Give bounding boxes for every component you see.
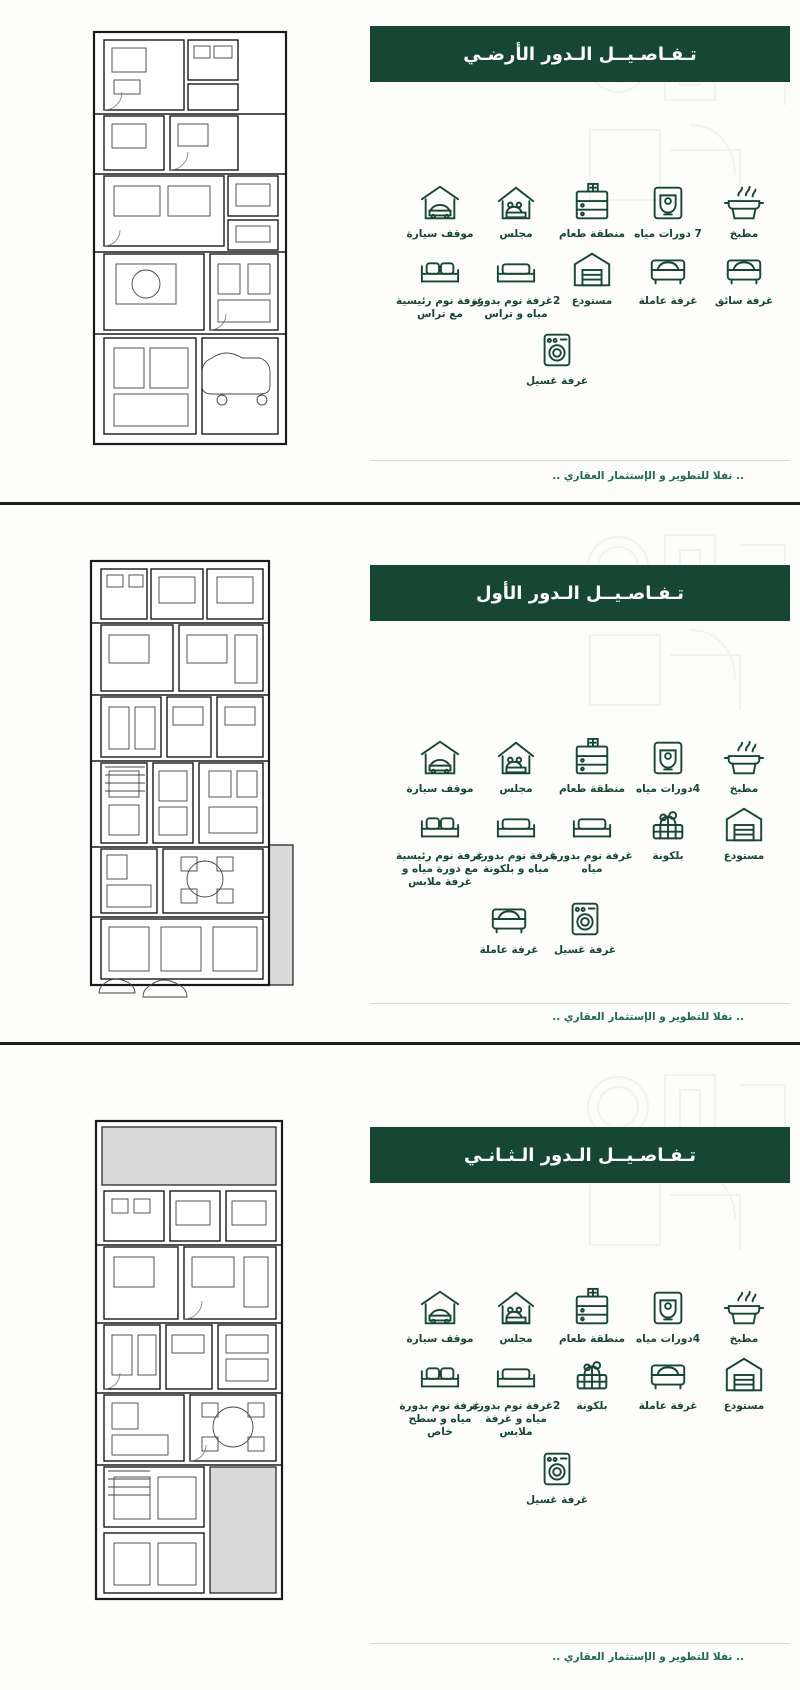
balcony-icon xyxy=(566,1352,618,1398)
feature-label: بلكونة xyxy=(652,850,684,863)
feature-label: غرفة غسيل xyxy=(525,1493,589,1506)
majlis-house-icon xyxy=(490,1285,542,1331)
bed-icon xyxy=(490,1352,542,1398)
washing-machine-icon xyxy=(531,1446,583,1492)
feature-item xyxy=(471,1352,561,1439)
floorplan-first xyxy=(85,555,300,1015)
balcony-icon xyxy=(642,802,694,848)
features-row xyxy=(352,1285,782,1346)
storage-icon xyxy=(718,802,770,848)
feature-item xyxy=(471,896,547,957)
dining-area-icon xyxy=(566,735,618,781)
feature-label: مطبخ xyxy=(729,228,759,240)
majlis-house-icon xyxy=(490,735,542,781)
features-grid-first xyxy=(352,735,782,963)
maid-room-sofa-icon xyxy=(642,247,694,293)
feature-item xyxy=(630,1352,706,1413)
feature-item xyxy=(395,247,485,321)
feature-item xyxy=(630,735,706,796)
dining-area-icon xyxy=(566,180,618,226)
feature-item xyxy=(478,180,554,241)
feature-label: موقف سيارة xyxy=(406,228,474,240)
feature-label: غرفة نوم بدورة مياه و بلكونة xyxy=(475,850,557,876)
toilet-icon xyxy=(642,735,694,781)
footer-note-ground: .. نفلا للتطوير و الإستثمار العقاري .. xyxy=(552,470,744,482)
feature-label: مطبخ xyxy=(729,1333,759,1345)
driver-room-sofa-icon xyxy=(718,247,770,293)
features-grid-ground xyxy=(352,180,782,395)
feature-label: غرفة غسيل xyxy=(525,375,589,388)
feature-label: غرفة نوم رئيسية مع تراس xyxy=(395,295,485,321)
floorplan-second xyxy=(90,1115,300,1605)
feature-label: غرفة عاملة xyxy=(638,295,698,308)
features-row xyxy=(352,896,782,957)
feature-label: غرفة غسيل xyxy=(553,943,617,956)
divider xyxy=(370,1643,790,1644)
kitchen-pot-icon xyxy=(718,180,770,226)
car-parking-icon xyxy=(414,735,466,781)
car-parking-icon xyxy=(414,180,466,226)
feature-item xyxy=(706,735,782,796)
feature-item xyxy=(395,802,485,889)
feature-item xyxy=(630,247,706,308)
features-row xyxy=(352,735,782,796)
feature-item xyxy=(471,247,561,321)
features-row xyxy=(352,247,782,321)
feature-label: منطقة طعام xyxy=(558,1333,626,1345)
panel-title-ground: تـفـاصـيــل الـدور الأرضـي xyxy=(370,26,790,82)
feature-item xyxy=(402,180,478,241)
panel-title-second: تـفـاصـيــل الـدور الـثـانـي xyxy=(370,1127,790,1183)
feature-item xyxy=(547,896,623,957)
master-bed-icon xyxy=(414,247,466,293)
feature-item xyxy=(630,180,706,241)
washing-machine-icon xyxy=(531,327,583,373)
feature-item xyxy=(475,802,557,876)
master-bed-icon xyxy=(414,802,466,848)
feature-label: مجلس xyxy=(499,1333,533,1345)
toilet-icon xyxy=(642,180,694,226)
footer-note-first: .. نفلا للتطوير و الإستثمار العقاري .. xyxy=(552,1011,744,1023)
storage-icon xyxy=(718,1352,770,1398)
features-row xyxy=(352,327,782,388)
toilet-icon xyxy=(642,1285,694,1331)
feature-label: 4دورات مياه xyxy=(635,783,700,795)
feature-label: بلكونة xyxy=(576,1400,608,1413)
feature-item xyxy=(706,1285,782,1346)
bed-icon xyxy=(566,802,618,848)
feature-label: 7 دورات مياه xyxy=(634,228,702,240)
divider xyxy=(370,1003,790,1004)
feature-label: مستودع xyxy=(571,295,613,308)
features-row xyxy=(352,802,782,889)
feature-item xyxy=(519,1446,595,1507)
feature-item xyxy=(554,735,630,796)
panel-first-floor xyxy=(0,505,800,1045)
features-row xyxy=(352,1352,782,1439)
feature-item xyxy=(554,1352,630,1413)
feature-label: منطقة طعام xyxy=(558,783,626,795)
bed-icon xyxy=(490,247,542,293)
feature-item xyxy=(554,180,630,241)
feature-item xyxy=(706,1352,782,1413)
dining-area-icon xyxy=(566,1285,618,1331)
feature-label: غرفة نوم بدورة مياه و سطح خاص xyxy=(399,1400,481,1439)
feature-label: غرفة نوم بدورة مياه xyxy=(551,850,633,876)
panel-ground-floor xyxy=(0,0,800,505)
feature-item xyxy=(706,802,782,863)
feature-label: منطقة طعام xyxy=(558,228,626,240)
footer-note-second: .. نفلا للتطوير و الإستثمار العقاري .. xyxy=(552,1651,744,1663)
feature-item xyxy=(402,735,478,796)
car-parking-icon xyxy=(414,1285,466,1331)
bed-icon xyxy=(490,802,542,848)
feature-label: مجلس xyxy=(499,783,533,795)
floorplan-ground xyxy=(90,28,290,448)
feature-label: غرفة عاملة xyxy=(638,1400,698,1413)
features-grid-second xyxy=(352,1285,782,1513)
washing-machine-icon xyxy=(559,896,611,942)
maid-room-sofa-icon xyxy=(642,1352,694,1398)
feature-label: 2غرفة نوم بدورة مياه و تراس xyxy=(471,295,561,321)
feature-label: مجلس xyxy=(499,228,533,240)
feature-label: مطبخ xyxy=(729,783,759,795)
feature-label: مستودع xyxy=(723,1400,765,1413)
feature-label: 4دورات مياه xyxy=(635,1333,700,1345)
feature-item xyxy=(554,247,630,308)
feature-label: مستودع xyxy=(723,850,765,863)
feature-item xyxy=(402,1285,478,1346)
feature-item xyxy=(551,802,633,876)
feature-item xyxy=(554,1285,630,1346)
features-row xyxy=(352,180,782,241)
feature-item xyxy=(478,735,554,796)
maid-room-sofa-icon xyxy=(483,896,535,942)
storage-icon xyxy=(566,247,618,293)
master-bed-icon xyxy=(414,1352,466,1398)
feature-item xyxy=(630,1285,706,1346)
feature-label: 2غرفة نوم بدورة مياه و غرفة ملابس xyxy=(471,1400,561,1439)
divider xyxy=(370,460,790,461)
kitchen-pot-icon xyxy=(718,735,770,781)
feature-label: غرفة عاملة xyxy=(479,943,539,956)
feature-item xyxy=(706,247,782,308)
feature-item xyxy=(706,180,782,241)
panel-second-floor xyxy=(0,1045,800,1690)
feature-item xyxy=(519,327,595,388)
feature-label: غرفة نوم رئيسية مع دورة مياه و غرفة ملابس xyxy=(395,850,485,889)
features-row xyxy=(352,1446,782,1507)
feature-label: موقف سيارة xyxy=(406,1333,474,1345)
kitchen-pot-icon xyxy=(718,1285,770,1331)
feature-label: موقف سيارة xyxy=(406,783,474,795)
feature-item xyxy=(630,802,706,863)
feature-label: غرفة سائق xyxy=(714,295,774,308)
feature-item xyxy=(399,1352,481,1439)
feature-item xyxy=(478,1285,554,1346)
majlis-house-icon xyxy=(490,180,542,226)
panel-title-first: تـفـاصـيــل الـدور الأول xyxy=(370,565,790,621)
